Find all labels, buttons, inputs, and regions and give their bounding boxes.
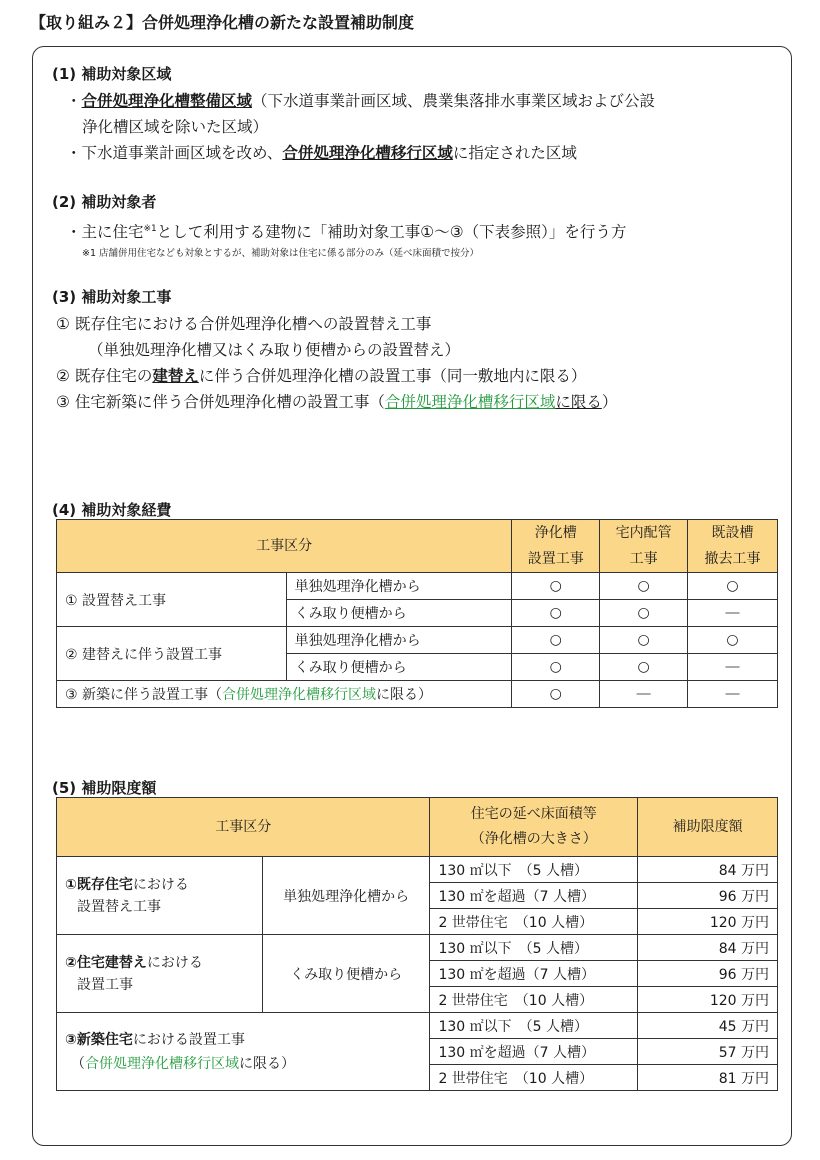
text: ② 既存住宅の <box>56 367 153 386</box>
text: ①既存住宅 <box>65 876 133 893</box>
bullet-text: ・下水道事業計画区域を改め、 <box>66 144 283 162</box>
amount-cell: 96 万円 <box>638 883 778 909</box>
bullet-text: として利用する建物に「補助対象工事①～③（下表参照）」を行う方 <box>156 223 627 242</box>
table-row <box>57 857 778 883</box>
size-cell: 2 世帯住宅 （10 人槽） <box>430 909 638 935</box>
transition-area-term: 合併処理浄化槽移行区域 <box>222 687 377 703</box>
source-label: くみ取り便槽から <box>286 600 512 627</box>
size-cell: 130 ㎡を超過（7 人槽） <box>430 961 638 987</box>
group-label <box>57 1013 430 1091</box>
text: 撤去工事 <box>704 551 761 567</box>
text: （浄化槽の大きさ） <box>470 831 597 847</box>
amount-cell: 84 万円 <box>638 857 778 883</box>
text: に限る） <box>239 1055 295 1072</box>
size-cell: 130 ㎡以下 （5 人槽） <box>430 1013 638 1039</box>
size-cell: 130 ㎡以下 （5 人槽） <box>430 857 638 883</box>
source-label: 単独処理浄化槽から <box>286 573 512 600</box>
source-label: 単独処理浄化槽から <box>262 857 430 935</box>
amount-cell: 120 万円 <box>638 987 778 1013</box>
text: ③新築住宅 <box>65 1031 133 1048</box>
bullet-text: に指定された区域 <box>452 144 577 162</box>
amount-cell: 120 万円 <box>638 909 778 935</box>
mark-cell: ○ <box>600 600 688 627</box>
amount-cell: 84 万円 <box>638 935 778 961</box>
bullet-text: ・主に住宅 <box>66 223 144 242</box>
section-1-bullet-1 <box>52 88 782 114</box>
table-row <box>57 935 778 961</box>
mark-cell: ○ <box>512 573 600 600</box>
bullet: ・ <box>66 92 82 110</box>
mark-cell: ○ <box>688 573 778 600</box>
text: における <box>132 876 189 893</box>
footnote-marker: ※1 <box>143 224 157 234</box>
text: ②住宅建替え <box>65 954 147 971</box>
section-1-bullet-1-cont: 浄化槽区域を除いた区域） <box>82 118 269 136</box>
text: における設置工事 <box>132 1031 245 1048</box>
text: ③ 住宅新築に伴う合併処理浄化槽の設置工事（ <box>56 393 385 412</box>
group-label <box>57 857 263 935</box>
dash-cell: ― <box>688 681 778 708</box>
text: 浄化槽 <box>534 525 577 541</box>
mark-cell: ○ <box>512 627 600 654</box>
work-item-1-sub: （単独処理浄化槽又はくみ取り便槽からの設置替え） <box>88 341 461 360</box>
mark-cell: ○ <box>688 627 778 654</box>
transition-area-term: 合併処理浄化槽移行区域 <box>85 1055 239 1072</box>
table-row <box>57 1013 778 1039</box>
text: に限る） <box>376 687 433 703</box>
table-row <box>57 573 778 600</box>
area-term-2: 合併処理浄化槽移行区域 <box>282 144 453 162</box>
col-header-tank <box>512 520 600 573</box>
group-label: ② 建替えに伴う設置工事 <box>57 627 287 681</box>
text: 設置替え工事 <box>77 898 161 915</box>
transition-area-term: 合併処理浄化槽移行区域 <box>384 393 556 412</box>
size-cell: 2 世帯住宅 （10 人槽） <box>430 1065 638 1091</box>
amount-cell: 81 万円 <box>638 1065 778 1091</box>
col-header-kubun: 工事区分 <box>57 520 512 573</box>
text: ） <box>601 393 618 412</box>
col-header-floor-area <box>430 798 638 857</box>
section-1-bullet-2 <box>52 140 782 166</box>
table-row <box>57 681 778 708</box>
group-label: ① 設置替え工事 <box>57 573 287 627</box>
section-1-heading: (1) 補助対象区域 <box>52 65 172 83</box>
text: 設置工事 <box>527 551 584 567</box>
subsidy-limit-table <box>56 797 778 1091</box>
eligible-cost-table <box>56 519 778 708</box>
amount-cell: 57 万円 <box>638 1039 778 1065</box>
text: （ <box>71 1055 85 1072</box>
source-label: くみ取り便槽から <box>286 654 512 681</box>
dash-cell: ― <box>688 600 778 627</box>
section-5-heading: (5) 補助限度額 <box>52 779 157 797</box>
section-2-note: ※1 店舗併用住宅なども対象とするが、補助対象は住宅に係る部分のみ（延べ床面積で按分） <box>82 248 480 260</box>
col-header-removal <box>688 520 778 573</box>
section-2-line <box>52 216 782 245</box>
amount-cell: 45 万円 <box>638 1013 778 1039</box>
rebuild-term: 建替え <box>152 367 199 386</box>
table-header-row <box>57 520 778 573</box>
mark-cell: ○ <box>600 654 688 681</box>
text: 宅内配管 <box>615 525 672 541</box>
text: 設置工事 <box>77 976 133 993</box>
col-header-limit: 補助限度額 <box>638 798 778 857</box>
table-row <box>57 627 778 654</box>
amount-cell: 96 万円 <box>638 961 778 987</box>
table-header-row <box>57 798 778 857</box>
col-header-piping <box>600 520 688 573</box>
area-term-1: 合併処理浄化槽整備区域 <box>81 92 253 110</box>
bullet-text: （下水道事業計画区域、農業集落排水事業区域および公設 <box>252 92 656 110</box>
text: 既設槽 <box>711 525 754 541</box>
dash-cell: ― <box>688 654 778 681</box>
size-cell: 2 世帯住宅 （10 人槽） <box>430 987 638 1013</box>
text: 工事 <box>629 551 658 567</box>
mark-cell: ○ <box>512 654 600 681</box>
work-item-2 <box>52 363 782 389</box>
limited-term: に限る <box>555 393 602 412</box>
work-item-3 <box>52 389 782 415</box>
text: における <box>146 954 203 971</box>
group-label <box>57 681 512 708</box>
section-4-heading: (4) 補助対象経費 <box>52 501 172 519</box>
group-label <box>57 935 263 1013</box>
section-2-heading: (2) 補助対象者 <box>52 193 157 211</box>
mark-cell: ○ <box>600 627 688 654</box>
page-title: 【取り組み２】合併処理浄化槽の新たな設置補助制度 <box>30 13 415 32</box>
mark-cell: ○ <box>600 573 688 600</box>
source-label: 単独処理浄化槽から <box>286 627 512 654</box>
mark-cell: ○ <box>512 600 600 627</box>
col-header-kubun: 工事区分 <box>57 798 430 857</box>
size-cell: 130 ㎡を超過（7 人槽） <box>430 883 638 909</box>
section-3-heading: (3) 補助対象工事 <box>52 288 172 307</box>
text: 住宅の延べ床面積等 <box>470 806 597 822</box>
text: に伴う合併処理浄化槽の設置工事（同一敷地内に限る） <box>198 367 587 386</box>
mark-cell: ○ <box>512 681 600 708</box>
work-item-1: ① 既存住宅における合併処理浄化槽への設置替え工事 <box>56 315 432 334</box>
size-cell: 130 ㎡以下 （5 人槽） <box>430 935 638 961</box>
text: ③ 新築に伴う設置工事（ <box>65 687 223 703</box>
dash-cell: ― <box>600 681 688 708</box>
source-label: くみ取り便槽から <box>262 935 430 1013</box>
size-cell: 130 ㎡を超過（7 人槽） <box>430 1039 638 1065</box>
